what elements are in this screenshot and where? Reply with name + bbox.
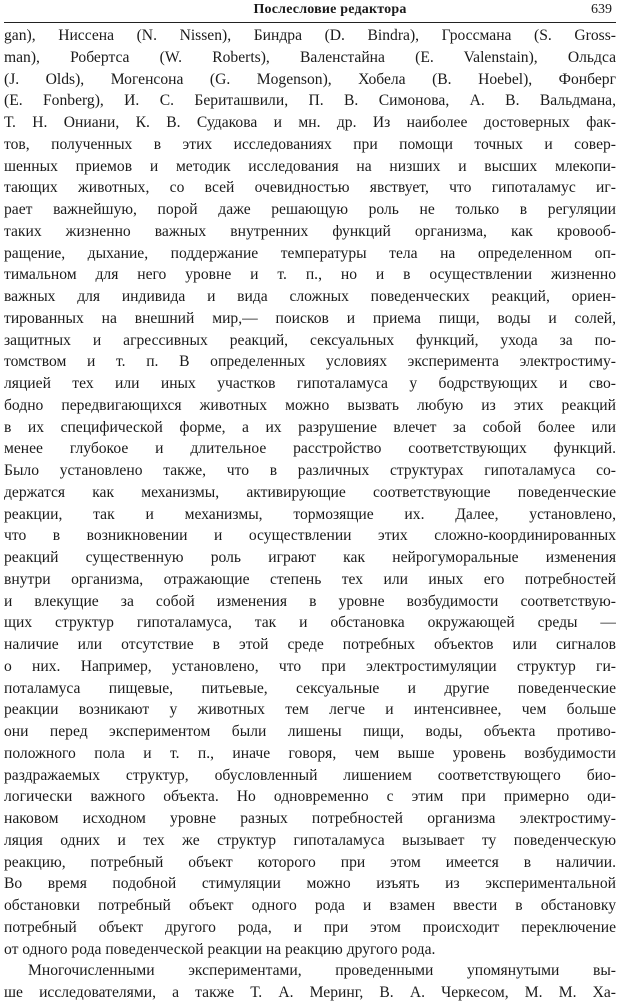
text-line: реакции, так и механизмы, тормозящие их. Далее, установлено, [4, 505, 616, 523]
text-line: тов, полученных в этих исследованиях при помощи точных и совер- [4, 135, 616, 153]
text-line: Многочисленными экспериментами, проведенными упомянутыми вы- [28, 962, 616, 980]
running-title: Послесловие редактора [253, 2, 407, 17]
text-line: раздражаемых структур, обусловленный лишением соответствующего био- [4, 766, 616, 784]
text-line: наковом исходном уровне разных потребностей организма электростиму- [4, 810, 616, 827]
text-line: и влекущие за собой изменения в уровне возбудимости соответствую- [4, 592, 616, 610]
text-line: поталамуса пищевые, питьевые, сексуальные и другие поведенческие [4, 679, 616, 697]
text-line: менее глубокое и длительное расстройство соответствующих функций. [4, 440, 616, 458]
text-line: важных для индивида и вида сложных поведенческих реакций, ориен- [4, 288, 616, 305]
text-line: gan), Ниссена (N. Nissen), Биндра (D. Bindra), Гроссмана (S. Gross- [4, 27, 616, 44]
text-line: в их специфической форме, а их разрушение влечет за собой более или [4, 418, 616, 436]
text-line: от одного рода поведенческой реакции на реакцию другого рода. [4, 940, 436, 958]
text-line: реакций существенную роль играют как нейрогуморальные изменения [4, 549, 616, 566]
text-line: томством и т. п. В определенных условиях эксперимента электростиму- [4, 353, 616, 371]
text-line: логически важного объекта. Но одновременно с этим при примерно оди- [4, 788, 616, 806]
text-line: внутри организма, отражающие степень тех или иных его потребностей [4, 570, 616, 588]
text-line: положного пола и т. п., иначе говоря, чем выше уровень возбудимости [4, 744, 616, 762]
text-line: Т. Н. Ониани, К. В. Судакова и мн. др. Из наиболее достоверных фак- [4, 114, 616, 131]
text-line: (J. Olds), Могенсона (G. Mogenson), Хобела (B. Hoebel), Фонберг [4, 70, 616, 88]
text-line: рает важнейшую, порой даже решающую роль не только в регуляции [4, 201, 616, 218]
text-line: ше исследователями, а также Т. А. Меринг, В. А. Черкесом, М. М. Ха- [4, 984, 616, 1001]
text-line: наличие или отсутствие в этой среде потребных объектов или сигналов [4, 636, 616, 653]
text-line: таких жизненно важных внутренних функций организма, как кровооб- [4, 222, 616, 240]
text-line: реакцию, потребный объект которого при этом имеется в наличии. [4, 853, 616, 871]
text-line: потребный объект другого рода, и при этом происходит переключение [4, 918, 616, 936]
text-line: реакции возникают у животных тем легче и интенсивнее, чем больше [4, 701, 616, 719]
text-line: они перед экспериментом были лишены пищи, воды, объекта противо- [4, 723, 616, 740]
text-line: ляцией тех или иных участков гипоталамуса у бодрствующих и сво- [4, 375, 616, 392]
text-line: тающих животных, со всей очевидностью явствует, что гипоталамус иг- [4, 179, 616, 197]
text-line: щих структур гипоталамуса, так и обстановка окружающей среды — [4, 614, 616, 632]
text-line: обстановки потребный объект одного рода и взамен ввести в обстановку [4, 897, 616, 914]
text-line: защитных и агрессивных реакций, сексуальных функций, ухода за по- [4, 331, 616, 349]
page-number: 639 [591, 2, 612, 17]
body-text [4, 25, 616, 1004]
text-line: держатся как механизмы, активирующие соответствующие поведенческие [4, 483, 616, 501]
text-line: о них. Например, установлено, что при электростимуляции структур ги- [4, 657, 616, 675]
text-line: ращение, дыхание, поддержание температуры тела на определенном оп- [4, 244, 616, 262]
text-line: man), Робертса (W. Roberts), Валенстайна (E. Valenstain), Ольдса [4, 48, 616, 66]
text-line: ляция одних и тех же структур гипоталамуса вызывает ту поведенческую [4, 831, 616, 849]
text-line: тированных на внешний мир,— поисков и приема пищи, воды и солей, [4, 309, 616, 327]
text-line: Во время подобной стимуляции можно изъять из экспериментальной [4, 875, 616, 893]
text-line: Было установлено также, что в различных структурах гипоталамуса со- [4, 462, 616, 479]
text-line: шенных приемов и методик исследования на низших и высших млекопи- [4, 157, 616, 175]
running-header [4, 0, 616, 23]
text-line: бодно передвигающихся животных можно вызвать любую из этих реакций [4, 396, 616, 414]
text-line: тимальном для него уровне и т. п., но и в осуществлении жизненно [4, 266, 616, 284]
text-line: (E. Fonberg), И. С. Бериташвили, П. В. Симонова, А. В. Вальдмана, [4, 92, 616, 110]
text-line: что в возникновении и осуществлении этих сложно-координированных [4, 527, 616, 545]
